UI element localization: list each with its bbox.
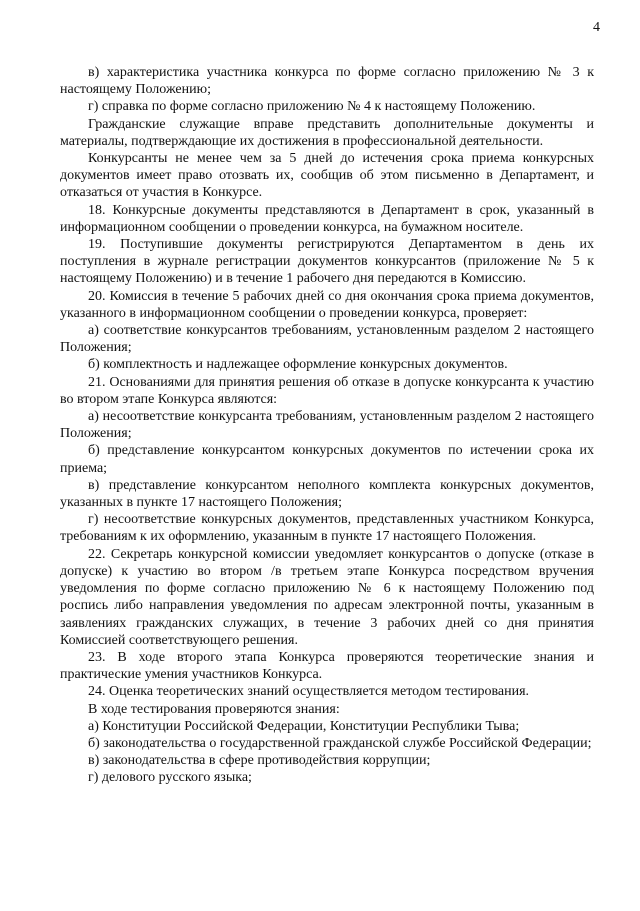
paragraph-21a: а) несоответствие конкурсанта требованиям, установленным разделом 2 настоящего Положения; bbox=[60, 409, 594, 442]
paragraph-withdraw-documents: Конкурсанты не менее чем за 5 дней до истечения срока приема конкурсных документов имеет право отозвать их, сообщив об этом письменно в Департамент, и отказаться от участия в Конкурсе. bbox=[60, 151, 594, 201]
paragraph-18: 18. Конкурсные документы представляются в Департамент в срок, указанный в информационном сообщении о проведении конкурса, на бумажном носителе. bbox=[60, 202, 594, 235]
paragraph-21v: в) представление конкурсантом неполного комплекта конкурсных документов, указанных в пункте 17 настоящего Положения; bbox=[60, 477, 594, 511]
paragraph-23: 23. В ходе второго этапа Конкурса проверяются теоретические знания и практические умения участников Конкурса. bbox=[60, 649, 594, 683]
paragraph-24b: б) законодательства о государственной гражданской службе Российской Федерации; bbox=[88, 735, 592, 751]
paragraph-20: 20. Комиссия в течение 5 рабочих дней со дня окончания срока приема документов, указанного в информационном сообщении о проведении конкурса, проверяет: bbox=[60, 288, 594, 321]
paragraph-20a: а) соответствие конкурсантов требованиям, установленным разделом 2 настоящего Положения; bbox=[60, 323, 594, 356]
page-number: 4 bbox=[593, 20, 600, 35]
paragraph-3v-characteristic: в) характеристика участника конкурса по форме согласно приложению № 3 к настоящему Положению; bbox=[60, 65, 594, 98]
paragraph-21g: г) несоответствие конкурсных документов, представленных участником Конкурса, требованиям к их оформлению, указанным в пункте 17 настоящего Положения. bbox=[60, 512, 594, 545]
document-body bbox=[60, 64, 594, 787]
paragraph-3g-certificate: г) справка по форме согласно приложению № 4 к настоящему Положению. bbox=[88, 99, 536, 115]
paragraph-24g: г) делового русского языка; bbox=[88, 770, 252, 786]
paragraph-extra-documents: Гражданские служащие вправе представить дополнительные документы и материалы, подтверждающие их достижения в профессиональной деятельности. bbox=[60, 116, 594, 149]
paragraph-19: 19. Поступившие документы регистрируются Департаментом в день их поступления в журнале регистрации документов конкурсантов (приложение № 5 к настоящему Положению) и в течение 1 рабочего дня передаются в Комиссию. bbox=[60, 237, 594, 287]
paragraph-21: 21. Основаниями для принятия решения об отказе в допуске конкурсанта к участию во втором этапе Конкурса являются: bbox=[60, 374, 594, 407]
paragraph-22: 22. Секретарь конкурсной комиссии уведомляет конкурсантов о допуске (отказе в допуске) к участию во втором /в третьем этапе Конкурса посредством вручения уведомления по форме согласно приложению № 6 к настоящему Положению под роспись либо направления уведомления по адресам электронной почты, указанным в заявлениях гражданских служащих, в течение 3 рабочих дней со дня принятия Комиссией соответствующего решения. bbox=[60, 546, 594, 648]
paragraph-20b: б) комплектность и надлежащее оформление конкурсных документов. bbox=[88, 357, 508, 373]
paragraph-24-intro: В ходе тестирования проверяются знания: bbox=[88, 701, 340, 717]
paragraph-24: 24. Оценка теоретических знаний осуществляется методом тестирования. bbox=[88, 684, 530, 700]
paragraph-24a: а) Конституции Российской Федерации, Конституции Республики Тыва; bbox=[88, 718, 520, 734]
paragraph-24v: в) законодательства в сфере противодействия коррупции; bbox=[88, 753, 431, 769]
paragraph-21b: б) представление конкурсантом конкурсных документов по истечении срока их приема; bbox=[60, 443, 594, 476]
